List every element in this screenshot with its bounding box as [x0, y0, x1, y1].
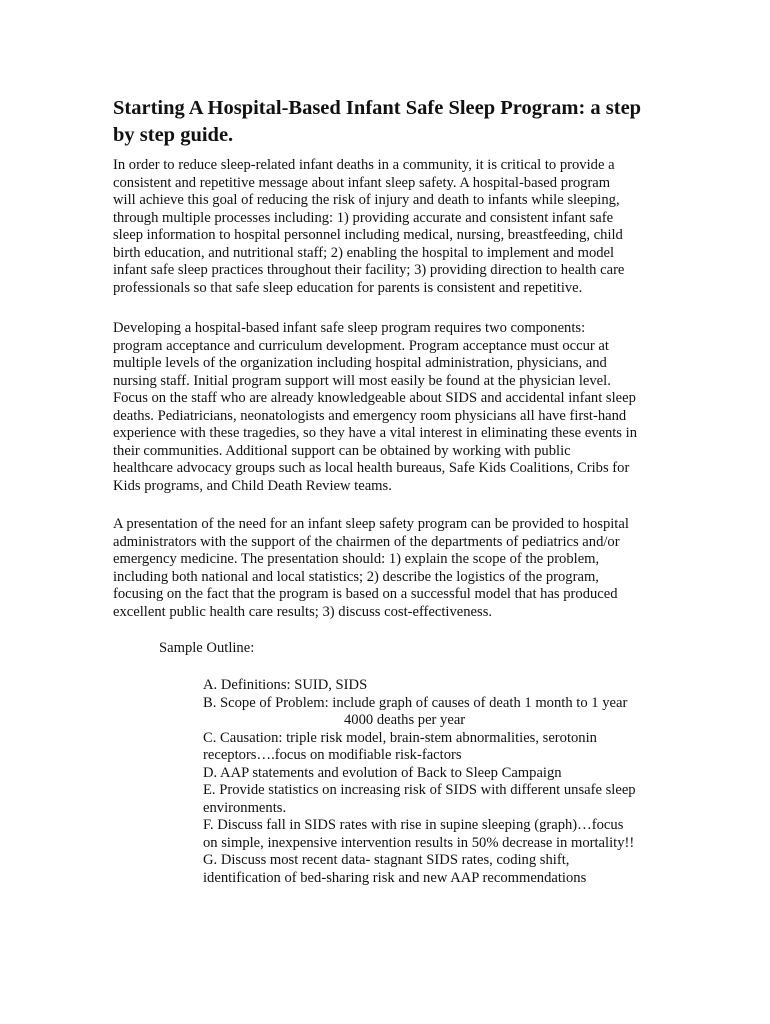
paragraph-line: program acceptance and curriculum development. Program acceptance must occur at — [113, 337, 609, 354]
paragraph-line: excellent public health care results; 3) discuss cost-effectiveness. — [113, 603, 493, 620]
paragraph-line: emergency medicine. The presentation should: 1) explain the scope of the problem, — [113, 551, 600, 567]
paragraph-program-components — [113, 320, 673, 495]
outline-item-line: G. Discuss most recent data- stagnant SIDS rates, coding shift, — [203, 852, 570, 868]
paragraph-line: their communities. Additional support can be obtained by working with public — [113, 442, 571, 459]
outline-item — [203, 817, 673, 852]
paragraph-line: healthcare advocacy groups such as local health bureaus, Safe Kids Coalitions, Cribs for — [113, 460, 630, 476]
paragraph-line: multiple levels of the organization including hospital administration, physicians, and — [113, 355, 607, 371]
outline-item-line: environments. — [203, 799, 287, 816]
paragraph-line: birth education, and nutritional staff; 2) enabling the hospital to implement and model — [113, 244, 615, 261]
title-line: Starting A Hospital-Based Infant Safe Sleep Program: a step — [113, 97, 642, 119]
outline-item-line: B. Scope of Problem: include graph of causes of death 1 month to 1 year — [203, 694, 628, 711]
paragraph-line: administrators with the support of the chairmen of the departments of pediatrics and/or — [113, 533, 620, 550]
paragraph-intro — [113, 157, 673, 297]
outline-item-line: A. Definitions: SUID, SIDS — [203, 677, 368, 693]
outline-item — [203, 730, 673, 765]
paragraph-line: deaths. Pediatricians, neonatologists and emergency room physicians all have first-hand — [113, 407, 627, 424]
outline-item — [203, 677, 673, 695]
outline-item — [203, 852, 673, 887]
paragraph-line: will achieve this goal of reducing the risk of injury and death to infants while sleeping, — [113, 192, 620, 208]
outline-item-line: F. Discuss fall in SIDS rates with rise in supine sleeping (graph)…focus — [203, 817, 624, 833]
outline-item-line: receptors….focus on modifiable risk-factors — [203, 747, 462, 763]
paragraph-line: experience with these tragedies, so they have a vital interest in eliminating these events in — [113, 425, 637, 441]
paragraph-line: focusing on the fact that the program is based on a successful model that has produced — [113, 586, 618, 602]
paragraph-line: professionals so that safe sleep education for parents is consistent and repetitive. — [113, 279, 583, 296]
paragraph-presentation — [113, 516, 673, 621]
paragraph-line: including both national and local statistics; 2) describe the logistics of the program, — [113, 568, 599, 585]
outline-item — [203, 765, 673, 783]
outline-item — [203, 695, 673, 730]
paragraph-line: Focus on the staff who are already knowledgeable about SIDS and accidental infant sleep — [113, 390, 636, 406]
sample-outline-list — [203, 677, 673, 887]
outline-item-line: D. AAP statements and evolution of Back to Sleep Campaign — [203, 764, 562, 781]
paragraph-line: through multiple processes including: 1) providing accurate and consistent infant safe — [113, 209, 614, 226]
outline-heading: Sample Outline: — [159, 640, 255, 656]
outline-item-line: C. Causation: triple risk model, brain-stem abnormalities, serotonin — [203, 729, 597, 746]
paragraph-line: nursing staff. Initial program support will most easily be found at the physician level. — [113, 372, 611, 389]
outline-item — [203, 782, 673, 817]
paragraph-line: consistent and repetitive message about infant sleep safety. A hospital-based program — [113, 174, 611, 191]
paragraph-line: Kids programs, and Child Death Review teams. — [113, 477, 392, 494]
paragraph-line: infant safe sleep practices throughout their facility; 3) providing direction to health care — [113, 262, 625, 278]
paragraph-line: Developing a hospital-based infant safe sleep program requires two components: — [113, 320, 586, 336]
outline-item-line: E. Provide statistics on increasing risk of SIDS with different unsafe sleep — [203, 782, 636, 798]
outline-item-subline: 4000 deaths per year — [344, 712, 466, 728]
outline-item-line: on simple, inexpensive intervention results in 50% decrease in mortality!! — [203, 834, 635, 851]
paragraph-line: sleep information to hospital personnel including medical, nursing, breastfeeding, child — [113, 227, 623, 243]
title-line: by step guide. — [113, 124, 234, 146]
outline-item-line: identification of bed-sharing risk and new AAP recommendations — [203, 869, 587, 886]
paragraph-line: In order to reduce sleep-related infant deaths in a community, it is critical to provide a — [113, 157, 615, 173]
paragraph-line: A presentation of the need for an infant sleep safety program can be provided to hospital — [113, 516, 629, 532]
document-title — [113, 95, 673, 149]
